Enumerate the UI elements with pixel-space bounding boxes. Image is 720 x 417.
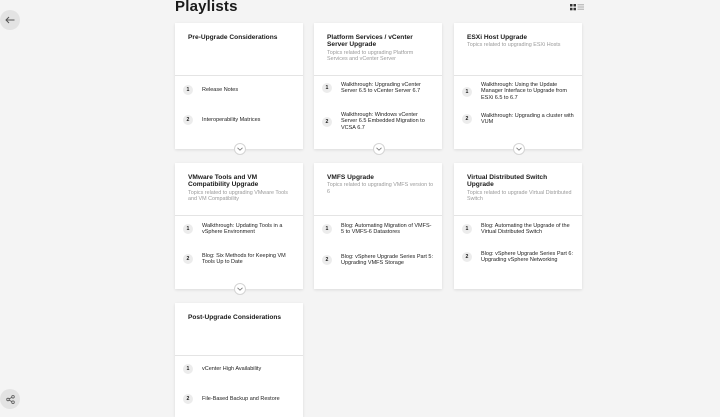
item-number: 1 xyxy=(183,224,193,234)
item-title: File-Based Backup and Restore xyxy=(202,395,280,402)
item-number: 1 xyxy=(462,87,472,97)
card-title: Platform Services / vCenter Server Upgrade xyxy=(327,34,413,49)
playlist-card[interactable] xyxy=(454,163,582,289)
playlist-card[interactable] xyxy=(175,23,303,149)
card-title: ESXi Host Upgrade xyxy=(467,34,528,41)
expand-card-button[interactable] xyxy=(373,143,385,155)
playlist-card[interactable] xyxy=(175,303,303,417)
playlist-card[interactable] xyxy=(314,163,442,289)
chevron-down-icon xyxy=(516,147,522,151)
item-title: Walkthrough: Upgrading vCenter Server 6.5 to vCenter Server 6.7 xyxy=(341,82,421,95)
item-title: Walkthrough: Windows vCenter Server 6.5 Embedded Migration to VCSA 6.7 xyxy=(341,112,425,131)
item-number: 2 xyxy=(183,254,193,264)
playlist-item[interactable] xyxy=(462,223,574,236)
playlist-item[interactable] xyxy=(462,251,574,264)
item-title: Blog: Six Methods for Keeping VM Tools Up to Date xyxy=(202,253,286,266)
item-number: 2 xyxy=(183,394,193,404)
item-title: Interoperability Matrices xyxy=(202,116,261,123)
playlist-card[interactable] xyxy=(314,23,442,149)
card-description: Topics related to upgrading VMware Tools and VM Compatibility xyxy=(188,189,288,203)
item-number: 1 xyxy=(462,224,472,234)
card-title: Post-Upgrade Considerations xyxy=(188,314,282,321)
chevron-down-icon xyxy=(376,147,382,151)
expand-card-button[interactable] xyxy=(234,143,246,155)
expand-card-button[interactable] xyxy=(513,143,525,155)
item-number: 2 xyxy=(322,117,332,127)
item-title: Blog: Automating the Upgrade of the Virtual Distributed Switch xyxy=(481,223,570,236)
share-icon xyxy=(6,395,15,404)
divider xyxy=(175,355,303,356)
chevron-down-icon xyxy=(237,287,243,291)
item-number: 2 xyxy=(462,252,472,262)
playlist-card[interactable] xyxy=(454,23,582,149)
item-title: Release Notes xyxy=(202,86,239,93)
card-description: Topics related to upgrade Virtual Distributed Switch xyxy=(467,189,572,203)
divider xyxy=(175,75,303,76)
playlist-item[interactable] xyxy=(183,115,295,125)
playlist-item[interactable] xyxy=(322,254,434,267)
item-title: Blog: vSphere Upgrade Series Part 6: Upgrading vSphere Networking xyxy=(481,251,574,264)
expand-card-button[interactable] xyxy=(234,283,246,295)
item-title: Walkthrough: Upgrading a cluster with VUM xyxy=(481,113,574,126)
divider xyxy=(454,215,582,216)
playlist-item[interactable] xyxy=(183,394,295,404)
divider xyxy=(454,75,582,76)
card-description: Topics related to upgrading Platform Services and vCenter Server xyxy=(327,49,414,63)
item-number: 2 xyxy=(183,115,193,125)
item-title: vCenter High Availability xyxy=(202,365,262,372)
share-button[interactable] xyxy=(0,389,20,409)
card-title: VMFS Upgrade xyxy=(327,174,374,181)
item-title: Walkthrough: Using the Update Manager Interface to Upgrade from ESXi 6.5 to 6.7 xyxy=(481,82,567,101)
grid-list-view-toggle[interactable] xyxy=(570,4,584,11)
item-number: 1 xyxy=(322,224,332,234)
chevron-down-icon xyxy=(237,147,243,151)
playlist-item[interactable] xyxy=(462,113,574,126)
divider xyxy=(314,75,442,76)
item-number: 1 xyxy=(183,364,193,374)
card-description: Topics related to upgrading ESXi Hosts xyxy=(467,42,561,49)
playlist-item[interactable] xyxy=(322,223,434,236)
divider xyxy=(175,215,303,216)
card-title: Virtual Distributed Switch Upgrade xyxy=(467,174,548,189)
page-title: Playlists xyxy=(175,0,238,15)
item-title: Walkthrough: Updating Tools in a vSphere Environment xyxy=(202,223,283,236)
playlist-item[interactable] xyxy=(183,364,295,374)
playlist-card[interactable] xyxy=(175,163,303,289)
card-title: Pre-Upgrade Considerations xyxy=(188,34,278,41)
playlist-item[interactable] xyxy=(322,112,434,131)
item-number: 2 xyxy=(322,255,332,265)
item-number: 1 xyxy=(183,85,193,95)
back-button[interactable] xyxy=(0,10,20,30)
item-number: 2 xyxy=(462,114,472,124)
playlist-item[interactable] xyxy=(183,85,295,95)
playlist-item[interactable] xyxy=(183,223,295,236)
item-title: Blog: vSphere Upgrade Series Part 5: Upgrading VMFS Storage xyxy=(341,254,434,267)
item-title: Blog: Automating Migration of VMFS-5 to VMFS-6 Datastores xyxy=(341,223,432,236)
card-title: VMware Tools and VM Compatibility Upgrade xyxy=(188,174,259,189)
arrow-left-icon xyxy=(5,16,15,24)
playlist-item[interactable] xyxy=(183,253,295,266)
card-description: Topics related to upgrading VMFS version to 6 xyxy=(327,182,434,195)
item-number: 1 xyxy=(322,83,332,93)
playlist-item[interactable] xyxy=(322,82,434,95)
divider xyxy=(314,215,442,216)
playlist-item[interactable] xyxy=(462,82,574,101)
